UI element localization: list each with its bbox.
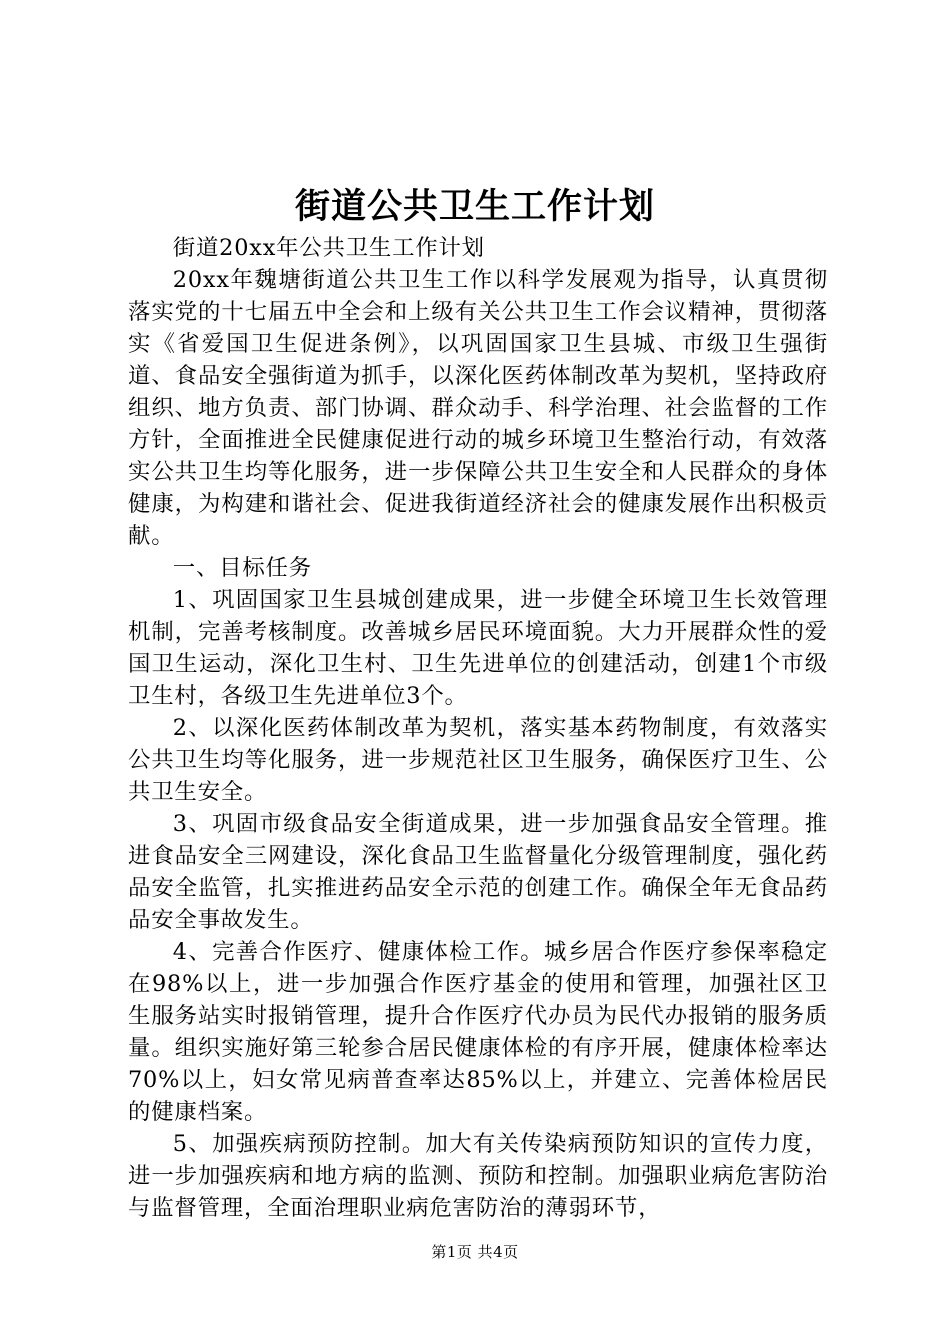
subtitle-paragraph: 街道20xx年公共卫生工作计划 [172,235,485,261]
task-item-3: 3、巩固市级食品安全街道成果，进一步加强食品安全管理。推进食品安全三网建设，深化食品卫生监督量化分级管理制度，强化药品安全监管，扎实推进药品安全示范的创建工作。确保全年无食品药品安全事故发生。 [128,811,828,933]
task-item-1: 1、巩固国家卫生县城创建成果，进一步健全环境卫生长效管理机制，完善考核制度。改善城乡居民环境面貌。大力开展群众性的爱国卫生运动，深化卫生村、卫生先进单位的创建活动，创建1个市级卫生村，各级卫生先进单位3个。 [128,587,828,709]
document-body [128,232,828,1224]
task-item-5: 5、加强疾病预防控制。加大有关传染病预防知识的宣传力度，进一步加强疾病和地方病的监测、预防和控制。加强职业病危害防治与监督管理，全面治理职业病危害防治的薄弱环节， [128,1131,828,1221]
document-title: 街道公共卫生工作计划 [294,186,655,227]
page-number-footer: 第1页 共4页 [431,1243,519,1261]
section-heading: 一、目标任务 [172,555,312,581]
task-item-4: 4、完善合作医疗、健康体检工作。城乡居合作医疗参保率稳定在98%以上，进一步加强合作医疗基金的使用和管理，加强社区卫生服务站实时报销管理，提升合作医疗代办员为民代办报销的服务质量。组织实施好第三轮参合居民健康体检的有序开展，健康体检率达70%以上，妇女常见病普查率达85%以上，并建立、完善体检居民的健康档案。 [128,939,828,1125]
intro-paragraph: 20xx年魏塘街道公共卫生工作以科学发展观为指导，认真贯彻落实党的十七届五中全会和上级有关公共卫生工作会议精神，贯彻落实《省爱国卫生促进条例》，以巩固国家卫生县城、市级卫生强街道、食品安全强街道为抓手，以深化医药体制改革为契机，坚持政府组织、地方负责、部门协调、群众动手、科学治理、社会监督的工作方针，全面推进全民健康促进行动的城乡环境卫生整治行动，有效落实公共卫生均等化服务，进一步保障公共卫生安全和人民群众的身体健康，为构建和谐社会、促进我街道经济社会的健康发展作出积极贡献。 [128,267,828,549]
task-item-2: 2、以深化医药体制改革为契机，落实基本药物制度，有效落实公共卫生均等化服务，进一步规范社区卫生服务，确保医疗卫生、公共卫生安全。 [128,715,828,805]
